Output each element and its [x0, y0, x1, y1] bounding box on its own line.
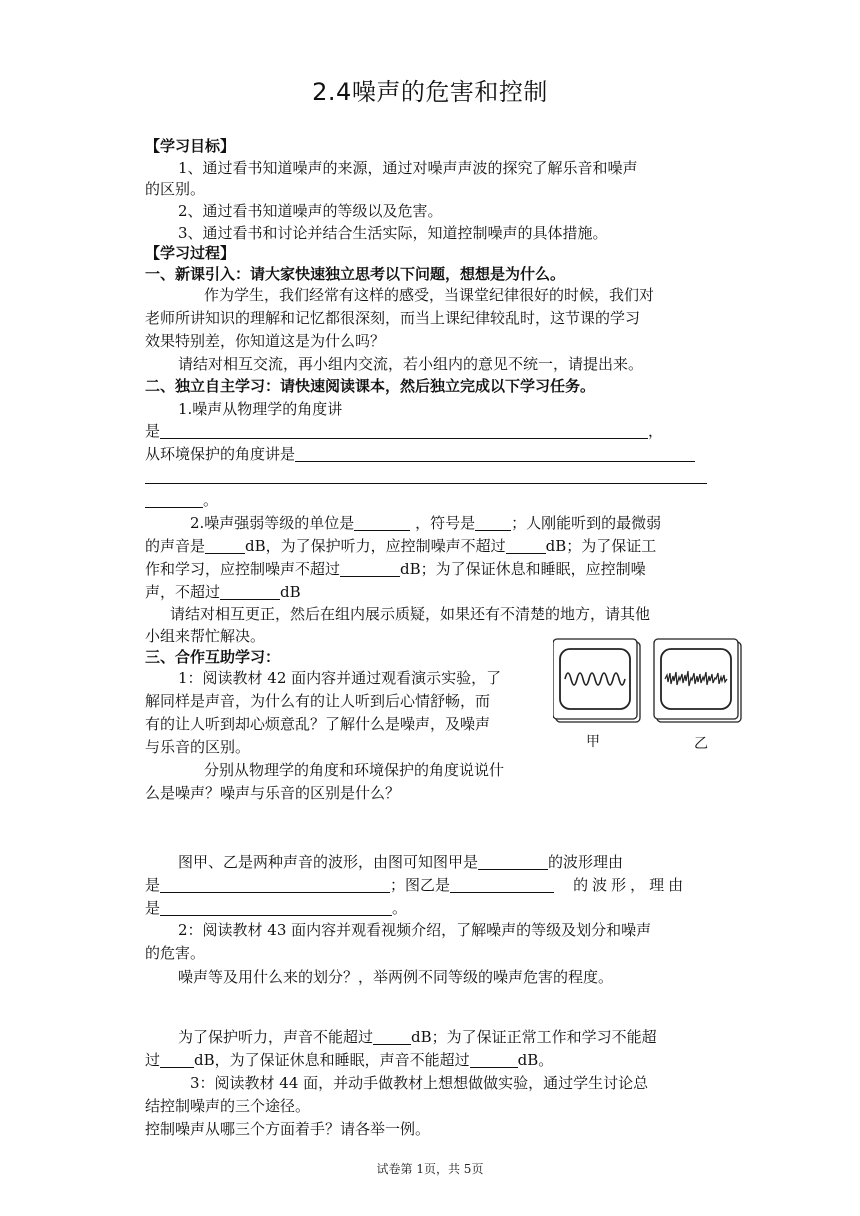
- q1-line-2-suffix: ，: [648, 422, 664, 440]
- task-3-line-2: 结控制噪声的三个途径。: [145, 1097, 311, 1115]
- task-2-fill-line-2: [145, 1048, 553, 1072]
- answer-blank[interactable]: [160, 876, 390, 893]
- wave-q-line-3: [145, 896, 407, 920]
- section-1-para-line-1: 作为学生，我们经常有这样的感受，当课堂纪律很好的时候，我们对: [204, 286, 655, 304]
- goal-1-line-1: 1、通过看书知道噪声的来源，通过对噪声声波的探究了解乐音和噪声: [178, 159, 638, 177]
- answer-blank[interactable]: [160, 899, 392, 916]
- q2-text: 的声音是: [145, 537, 206, 555]
- wave-q-text: 的波形理由: [548, 853, 624, 871]
- task-2-text: dB。: [517, 1051, 554, 1069]
- q2-text: dB，为了保护听力，应控制噪声不超过: [245, 537, 506, 555]
- q2-text: ，符号是: [415, 514, 476, 532]
- task-3-line-1: 3：阅读教材 44 面，并动手做教材上想想做做实验，通过学生讨论总: [190, 1074, 649, 1092]
- section-1-para-line-3: 效果特别差，你知道这是为什么吗？: [145, 332, 386, 350]
- wave-q-text: ；图乙是: [390, 876, 451, 894]
- q1-line-2: [145, 419, 663, 443]
- answer-blank[interactable]: [450, 876, 554, 893]
- section-2-para-line-1: 请结对相互更正，然后在组内展示质疑，如果还有不清楚的地方，请其他: [170, 605, 651, 623]
- process-heading: 【学习过程】: [145, 244, 236, 262]
- page-footer: 试卷第 1页，共 5页: [376, 1162, 484, 1176]
- waveform-illustration: [553, 637, 743, 729]
- wave-q-text: 图甲、乙是两种声音的波形，由图可知图甲是: [178, 853, 479, 871]
- q2-line-4: [145, 580, 301, 604]
- section-3-heading: 三、合作互助学习：: [145, 648, 281, 666]
- q1-line-3: [145, 442, 695, 466]
- task-1-line-2: 解同样是声音，为什么有的让人听到后心情舒畅，而: [145, 692, 491, 710]
- answer-blank[interactable]: [478, 853, 548, 870]
- answer-blank[interactable]: [160, 422, 648, 439]
- q1-line-4: [145, 464, 707, 488]
- waveform-figure: [553, 637, 743, 765]
- wave-q-text: 是: [145, 876, 161, 894]
- q2-text: dB；为了保证工: [545, 537, 657, 555]
- answer-blank[interactable]: [373, 1028, 411, 1045]
- task-2-line-1: 2：阅读教材 43 面内容并观看视频介绍，了解噪声的等级及划分和噪声: [178, 921, 652, 939]
- wave-q-text: 是: [145, 899, 161, 917]
- task-2-line-2: 的危害。: [145, 944, 206, 962]
- wave-q-line-1: [178, 850, 623, 874]
- task-2-text: dB，为了保证休息和睡眠，声音不能超过: [194, 1051, 470, 1069]
- q2-line-2: [145, 534, 656, 558]
- task-1-line-6: 么是噪声？噪声与乐音的区别是什么？: [145, 784, 401, 802]
- page-title: 2.4噪声的危害和控制: [312, 78, 548, 106]
- answer-blank[interactable]: [470, 1051, 518, 1068]
- q2-line-1: [190, 511, 661, 535]
- q1-line-5-suffix: 。: [203, 491, 219, 509]
- goal-3: 3、通过看书和讨论并结合生活实际，知道控制噪声的具体措施。: [178, 224, 608, 242]
- wave-q-line-2: [145, 873, 687, 897]
- q2-text: dB；为了保证休息和睡眠，应控制噪: [400, 560, 646, 578]
- answer-blank[interactable]: [295, 445, 695, 462]
- q2-text: dB: [280, 583, 301, 601]
- q2-text: 2.噪声强弱等级的单位是: [190, 514, 355, 532]
- answer-blank[interactable]: [145, 491, 203, 508]
- task-1-line-5: 分别从物理学的角度和环境保护的角度说说什: [204, 761, 505, 779]
- task-2-question: 噪声等及用什么来的划分？，举两例不同等级的噪声危害的程度。: [178, 968, 614, 986]
- section-1-para-2: 请结对相互交流，再小组内交流，若小组内的意见不统一，请提出来。: [178, 355, 644, 373]
- q2-text: 声，不超过: [145, 583, 221, 601]
- answer-blank[interactable]: [160, 1051, 194, 1068]
- wave-q-text: 的波形，理由: [573, 876, 688, 894]
- answer-blank[interactable]: [475, 514, 511, 531]
- section-2-para-line-2: 小组来帮忙解决。: [145, 627, 266, 645]
- caption-yi: 乙: [694, 736, 708, 752]
- q2-text: ；人刚能听到的最微弱: [511, 514, 662, 532]
- q2-line-3: [145, 557, 646, 581]
- answer-blank[interactable]: [340, 560, 400, 577]
- task-1-line-4: 与乐音的区别。: [145, 738, 251, 756]
- wave-q-text: 。: [392, 899, 408, 917]
- task-2-text: 为了保护听力，声音不能超过: [178, 1028, 374, 1046]
- task-1-line-3: 有的让人听到却心烦意乱？了解什么是噪声，及噪声: [145, 715, 491, 733]
- task-1-line-1: 1：阅读教材 42 面内容并通过观看演示实验，了: [178, 669, 502, 687]
- goals-heading: 【学习目标】: [145, 137, 236, 155]
- answer-blank[interactable]: [205, 537, 245, 554]
- section-2-heading: 二、独立自主学习：请快速阅读课本，然后独立完成以下学习任务。: [145, 377, 596, 395]
- goal-1-line-2: 的区别。: [145, 180, 206, 198]
- answer-blank[interactable]: [145, 467, 707, 484]
- q1-line-5: [145, 488, 218, 512]
- goal-2: 2、通过看书知道噪声的等级以及危害。: [178, 202, 443, 220]
- task-2-text: dB；为了保证正常工作和学习不能超: [411, 1028, 657, 1046]
- q1-line-3-prefix: 从环境保护的角度讲是: [145, 445, 296, 463]
- q2-text: 作和学习，应控制噪声不超过: [145, 560, 341, 578]
- section-1-para-line-2: 老师所讲知识的理解和记忆都很深刻，而当上课纪律较乱时，这节课的学习: [145, 309, 641, 327]
- caption-jia: 甲: [586, 734, 600, 750]
- q1-line-2-prefix: 是: [145, 422, 161, 440]
- section-1-heading: 一、新课引入：请大家快速独立思考以下问题，想想是为什么。: [145, 265, 566, 283]
- answer-blank[interactable]: [506, 537, 546, 554]
- answer-blank[interactable]: [354, 514, 410, 531]
- task-3-question: 控制噪声从哪三个方面着手？请各举一例。: [145, 1120, 431, 1138]
- task-2-fill-line-1: [178, 1025, 657, 1049]
- answer-blank[interactable]: [220, 583, 280, 600]
- q1-line-1: 1.噪声从物理学的角度讲: [178, 400, 343, 418]
- task-2-text: 过: [145, 1051, 161, 1069]
